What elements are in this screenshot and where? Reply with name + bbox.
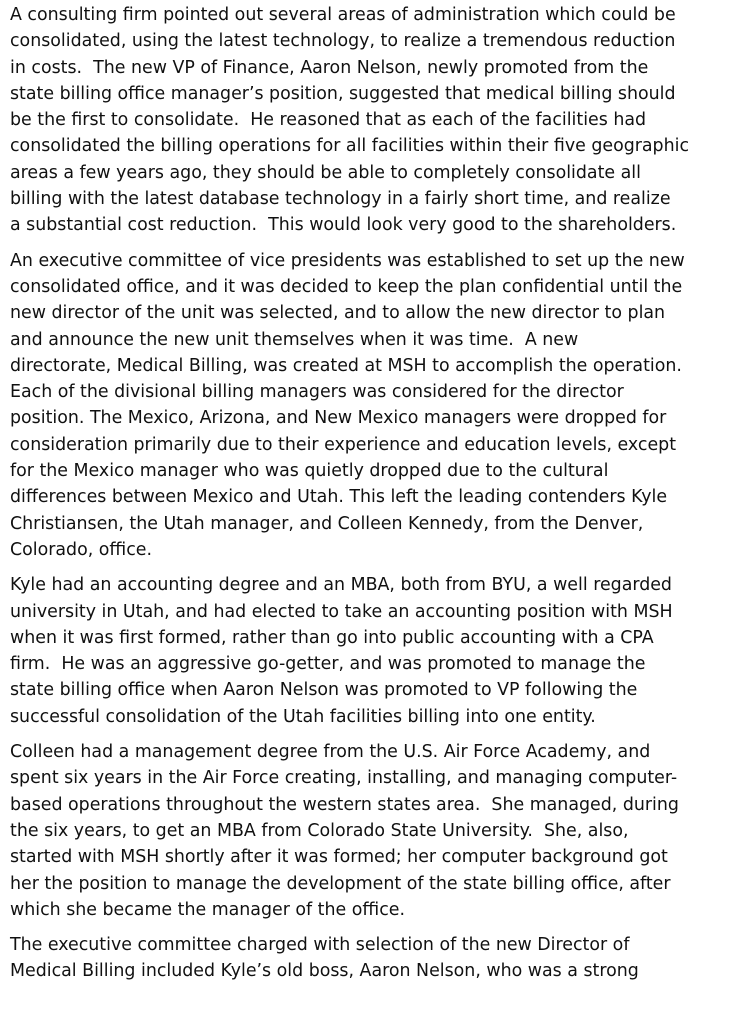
text-line: differences between Mexico and Utah. This left the leading contenders Kyle (10, 487, 668, 508)
text-line: and announce the new unit themselves when it was time. A new (10, 329, 579, 350)
document-page (10, 2, 748, 994)
text-line: when it was first formed, rather than go into public accounting with a CPA (10, 627, 654, 648)
text-line: based operations throughout the western states area. She managed, during (10, 794, 679, 815)
text-line: in costs. The new VP of Finance, Aaron Nelson, newly promoted from the (10, 57, 649, 78)
paragraph-3 (10, 572, 748, 730)
paragraph-2 (10, 248, 748, 564)
text-line: which she became the manager of the office. (10, 899, 405, 920)
text-line: successful consolidation of the Utah facilities billing into one entity. (10, 706, 596, 727)
text-line: consolidated the billing operations for all facilities within their five geographic (10, 136, 690, 157)
text-line: spent six years in the Air Force creating, installing, and managing computer- (10, 768, 678, 789)
text-line: state billing office manager’s position, suggested that medical billing should (10, 83, 676, 104)
text-line: billing with the latest database technology in a fairly short time, and realize (10, 189, 671, 210)
paragraph-1 (10, 2, 748, 239)
text-line: Colleen had a management degree from the U.S. Air Force Academy, and (10, 742, 651, 763)
text-line: consideration primarily due to their experience and education levels, except (10, 434, 677, 455)
text-line: areas a few years ago, they should be able to completely consolidate all (10, 162, 641, 183)
text-line: Kyle had an accounting degree and an MBA, both from BYU, a well regarded (10, 575, 672, 596)
text-line: Christiansen, the Utah manager, and Colleen Kennedy, from the Denver, (10, 513, 644, 534)
paragraph-4 (10, 739, 748, 923)
text-line: Each of the divisional billing managers was considered for the director (10, 382, 624, 403)
text-line: firm. He was an aggressive go-getter, and was promoted to manage the (10, 654, 646, 675)
text-line: Medical Billing included Kyle’s old boss, Aaron Nelson, who was a strong (10, 961, 639, 982)
text-line: An executive committee of vice presidents was established to set up the new (10, 250, 685, 271)
text-line: Colorado, office. (10, 539, 153, 560)
text-line: university in Utah, and had elected to take an accounting position with MSH (10, 601, 673, 622)
paragraph-5 (10, 932, 748, 985)
text-line: be the first to consolidate. He reasoned that as each of the facilities had (10, 110, 647, 131)
text-line: her the position to manage the development of the state billing office, after (10, 873, 671, 894)
text-line: consolidated, using the latest technology, to realize a tremendous reduction (10, 31, 676, 52)
text-line: a substantial cost reduction. This would look very good to the shareholders. (10, 215, 677, 236)
text-line: state billing office when Aaron Nelson was promoted to VP following the (10, 680, 638, 701)
text-line: A consulting firm pointed out several areas of administration which could be (10, 5, 676, 25)
text-line: for the Mexico manager who was quietly dropped due to the cultural (10, 461, 609, 482)
text-line: The executive committee charged with selection of the new Director of (10, 935, 630, 956)
text-line: position. The Mexico, Arizona, and New Mexico managers were dropped for (10, 408, 667, 429)
text-line: consolidated office, and it was decided to keep the plan confidential until the (10, 276, 683, 297)
text-line: the six years, to get an MBA from Colorado State University. She, also, (10, 820, 629, 841)
text-line: started with MSH shortly after it was formed; her computer background got (10, 847, 668, 868)
text-line: new director of the unit was selected, and to allow the new director to plan (10, 303, 666, 324)
text-line: directorate, Medical Billing, was created at MSH to accomplish the operation. (10, 355, 682, 376)
